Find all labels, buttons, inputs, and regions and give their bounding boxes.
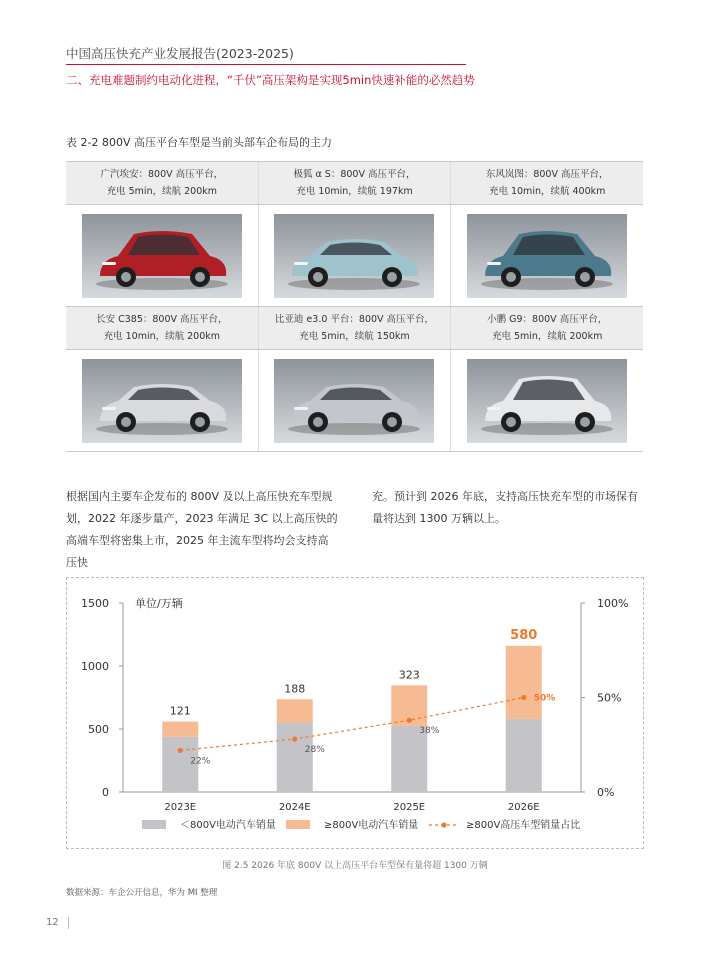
bar-800v-plus (162, 722, 198, 737)
wheel-rim (313, 272, 323, 282)
bar-below-800v (506, 719, 542, 792)
page-number-divider (68, 917, 69, 929)
car-model-table (66, 161, 643, 452)
bar-800v-plus (506, 646, 542, 719)
car-photo-silver-sedan (82, 359, 242, 443)
sales-chart-frame (66, 577, 644, 849)
table-label-row (66, 307, 643, 350)
car-headlight (294, 262, 308, 265)
section-subtitle: 二、充电难题制约电动化进程，“千伏”高压架构是实现5min快速补能的必然趋势 (66, 73, 475, 87)
model-label-cell (66, 307, 258, 350)
table-image-row (66, 350, 643, 452)
legend-label-800v-plus: ≥800V电动汽车销量 (324, 820, 419, 831)
table-image-row (66, 205, 643, 307)
bar-value-label: 323 (398, 668, 420, 682)
bar-below-800v (277, 723, 313, 792)
car-headlight (294, 407, 308, 410)
wheel-rim (121, 272, 131, 282)
sales-chart (67, 578, 643, 848)
model-label-line2: 充电 5min，续航 200km (106, 186, 217, 197)
model-label-cell (258, 307, 451, 350)
share-point (407, 718, 412, 723)
model-label-line1: 广汽埃安：800V 高压平台， (100, 169, 224, 180)
model-label-line1: 小鹏 G9：800V 高压平台， (487, 314, 608, 325)
y-left-tick-label: 0 (102, 786, 109, 799)
car-photo-red-suv (82, 214, 242, 298)
wheel-rim (121, 417, 131, 427)
bar-800v-plus (277, 699, 313, 723)
car-headlight (487, 262, 501, 265)
car-photo-white-suv (467, 359, 627, 443)
model-label-cell (451, 162, 643, 205)
x-tick-label: 2023E (164, 802, 197, 813)
wheel-rim (195, 272, 205, 282)
body-paragraph-left: 根据国内主要车企发布的 800V 及以上高压快充车型规划，2022 年逐步量产，2023 年满足 3C 以上高压快的高端车型将密集上市，2025 年主流车型将均会支持高压快 (66, 490, 338, 569)
car-headlight (487, 407, 501, 410)
wheel-rim (387, 272, 397, 282)
wheel-rim (506, 417, 516, 427)
model-label-cell (258, 162, 451, 205)
wheel-rim (506, 272, 516, 282)
wheel-rim (387, 417, 397, 427)
share-point (292, 736, 297, 741)
wheel-rim (195, 417, 205, 427)
share-value-label: 22% (190, 756, 211, 767)
share-line (180, 698, 524, 751)
x-tick-label: 2024E (278, 802, 311, 813)
legend-marker-share (441, 822, 446, 827)
y-left-tick-label: 1500 (81, 597, 109, 610)
figure-caption: 图 2.5 2026 年底 800V 以上高压平台车型保有量将超 1300 万辆 (222, 861, 488, 871)
model-label-line2: 充电 10min，续航 200km (103, 331, 221, 342)
y-left-tick-label: 500 (88, 723, 109, 736)
model-label-line2: 充电 10min，续航 400km (488, 186, 606, 197)
y-right-tick-label: 100% (597, 597, 629, 610)
unit-label: 单位/万辆 (135, 597, 183, 610)
page-number: 12 (46, 917, 59, 928)
model-label-line2: 充电 5min，续航 200km (491, 331, 603, 342)
model-label-line1: 比亚迪 e3.0 平台：800V 高压平台， (274, 314, 435, 325)
x-tick-label: 2026E (507, 802, 540, 813)
wheel-rim (580, 417, 590, 427)
car-photo-blue-sedan (274, 214, 434, 298)
share-value-label: 38% (419, 726, 440, 737)
car-photo-blue-suv (467, 214, 627, 298)
bar-value-label: 188 (284, 682, 306, 696)
body-paragraph-right: 充。预计到 2026 年底，支持高压快充车型的市场保有量将达到 1300 万辆以上。 (372, 490, 638, 525)
car-headlight (102, 407, 116, 410)
source-note: 数据来源：车企公开信息，华为 MI 整理 (66, 888, 218, 898)
document-title: 中国高压快充产业发展报告(2023-2025) (66, 46, 294, 61)
model-label-line1: 极狐 α S：800V 高压平台， (293, 169, 416, 180)
model-label-line1: 长安 C385：800V 高压平台， (96, 314, 228, 325)
share-point (178, 748, 183, 753)
model-label-line2: 充电 5min，续航 150km (299, 331, 410, 342)
table-label-row (66, 162, 643, 205)
share-value-label: 50% (533, 693, 556, 704)
title-divider (66, 64, 466, 65)
legend-label-below-800v: ＜800V电动汽车销量 (180, 820, 276, 831)
car-headlight (102, 262, 116, 265)
legend-swatch-below-800v (142, 820, 166, 829)
model-label-line2: 充电 10min，续航 197km (296, 186, 413, 197)
y-right-tick-label: 50% (597, 691, 622, 705)
wheel-rim (580, 272, 590, 282)
model-label-cell (66, 162, 258, 205)
y-left-tick-label: 1000 (81, 660, 109, 673)
share-value-label: 28% (304, 745, 325, 756)
x-tick-label: 2025E (393, 802, 426, 813)
wheel-rim (313, 417, 323, 427)
share-point (521, 695, 526, 700)
bar-value-label: 121 (169, 704, 191, 718)
car-photo-covered-concept (274, 359, 434, 443)
legend-swatch-800v-plus (286, 820, 310, 829)
y-right-tick-label: 0% (597, 786, 615, 799)
bar-value-label: 580 (510, 627, 538, 643)
model-label-line1: 东风岚图：800V 高压平台， (485, 169, 609, 180)
model-label-cell (451, 307, 643, 350)
table-caption: 表 2-2 800V 高压平台车型是当前头部车企布局的主力 (66, 136, 332, 149)
legend-label-share: ≥800V高压车型销量占比 (466, 820, 581, 831)
